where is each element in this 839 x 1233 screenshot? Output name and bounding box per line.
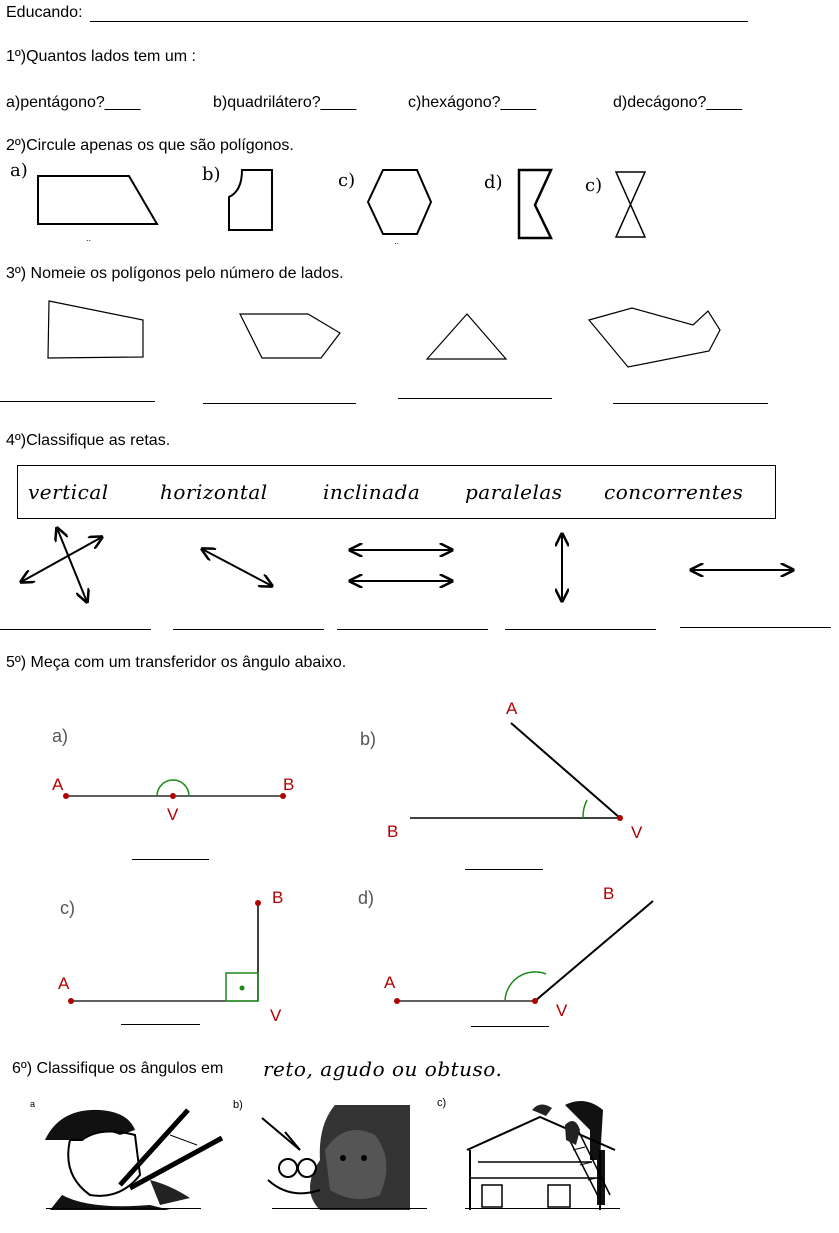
q1-item-d[interactable]: d)decágono?____ — [613, 94, 743, 111]
svg-text:A: A — [52, 775, 64, 794]
q6-answer-line-b[interactable] — [272, 1208, 427, 1209]
q2-letter-a: a) — [10, 160, 28, 181]
q3-prompt: 3º) Nomeie os polígonos pelo número de lados. — [6, 265, 344, 282]
q6-illustration-roof-ladder — [467, 1101, 615, 1210]
q1-prompt: 1º)Quantos lados tem um : — [6, 48, 196, 65]
q2-letter-d: d) — [484, 172, 503, 193]
svg-text:B: B — [603, 884, 615, 903]
q4-word-paralelas: paralelas — [465, 480, 563, 504]
svg-text:V: V — [631, 823, 643, 842]
q4-word-inclinada: inclinada — [323, 480, 421, 504]
q5-part-c: c) — [60, 898, 75, 918]
svg-text:V: V — [270, 1006, 282, 1025]
q1-item-b[interactable]: b)quadrilátero?____ — [213, 94, 357, 111]
q1-item-c[interactable]: c)hexágono?____ — [408, 94, 537, 111]
q6-part-a: a — [30, 1099, 36, 1109]
q4-word-horizontal: horizontal — [160, 480, 268, 504]
q6-answer-line-c[interactable] — [465, 1208, 620, 1209]
q2-prompt: 2º)Circule apenas os que são polígonos. — [6, 137, 294, 154]
q6-answer-line-a[interactable] — [46, 1208, 201, 1209]
q6-part-b: b) — [233, 1099, 243, 1111]
q1-item-a[interactable]: a)pentágono?____ — [6, 94, 141, 111]
q2-letter-c: c) — [338, 170, 356, 191]
q5-part-d: d) — [358, 888, 375, 908]
q6-illustration-boy-ruler — [45, 1110, 222, 1210]
svg-text:A: A — [506, 699, 518, 718]
q4-word-vertical: vertical — [28, 480, 109, 504]
q6-options: reto, agudo ou obtuso. — [263, 1057, 503, 1081]
svg-text:B: B — [283, 775, 295, 794]
q6-prompt: 6º) Classifique os ângulos em — [12, 1060, 224, 1077]
student-name-label: Educando: — [6, 4, 83, 21]
svg-text:B: B — [272, 888, 284, 907]
svg-text:B: B — [387, 822, 399, 841]
q4-word-concorrentes: concorrentes — [604, 480, 744, 504]
q5-prompt: 5º) Meça com um transferidor os ângulo abaixo. — [6, 654, 347, 671]
q2-letter-b: b) — [202, 164, 221, 185]
svg-text:A: A — [58, 974, 70, 993]
svg-text:V: V — [556, 1001, 568, 1020]
q4-prompt: 4º)Classifique as retas. — [6, 432, 171, 449]
q6-part-c: c) — [437, 1097, 447, 1109]
svg-text:..: .. — [394, 237, 400, 246]
q6-illustration-scissors — [262, 1105, 410, 1210]
q5-part-a: a) — [52, 726, 69, 746]
svg-text:..: .. — [86, 234, 92, 243]
svg-text:V: V — [167, 805, 179, 824]
q5-part-b: b) — [360, 729, 377, 749]
svg-text:A: A — [384, 973, 396, 992]
q2-letter-e: c) — [585, 175, 603, 196]
